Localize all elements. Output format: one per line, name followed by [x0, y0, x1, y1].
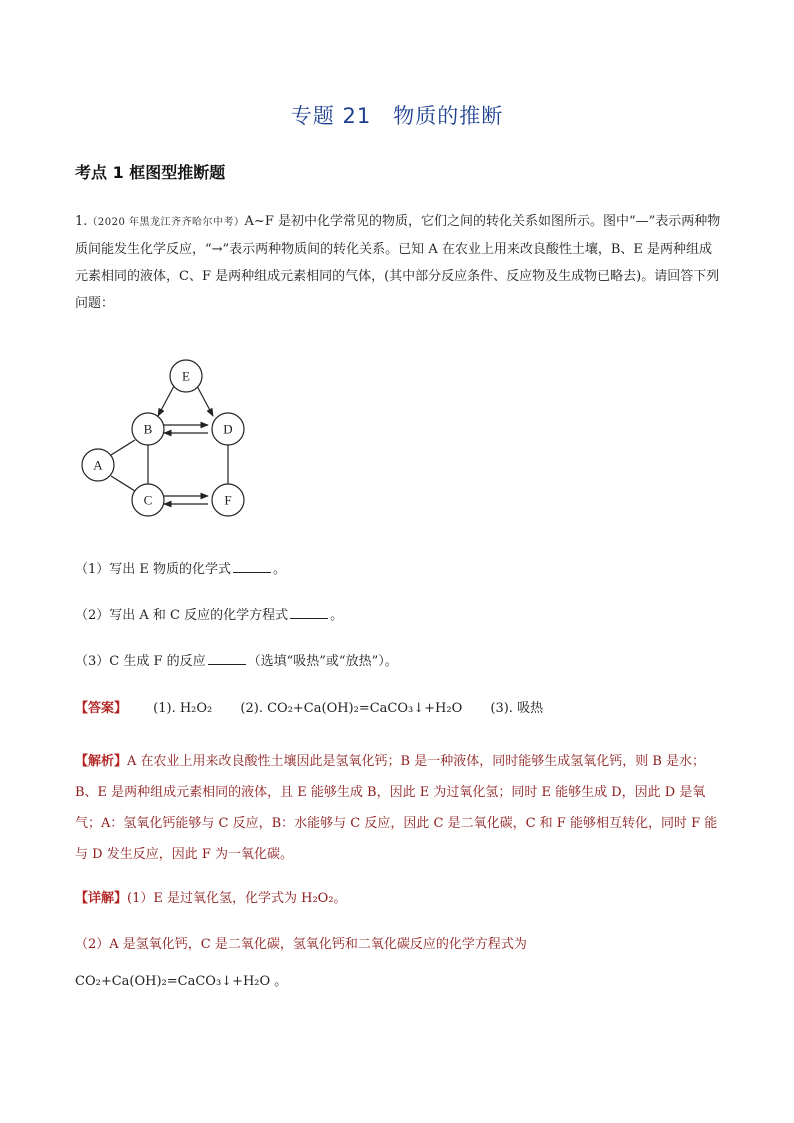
- detail-text-2: （2）A 是氢氧化钙，C 是二氧化碳，氢氧化钙和二氧化碳反应的化学方程式为: [75, 937, 527, 952]
- sub-question-1-end: 。: [273, 562, 287, 577]
- sub-question-2: [75, 604, 343, 623]
- answer-blank-1: [233, 560, 271, 573]
- answer-item-1: (1). H₂O₂: [153, 701, 213, 716]
- sub-question-2-end: 。: [330, 608, 344, 623]
- sub-question-1: [75, 558, 286, 577]
- page-title: 专题 21 物质的推断: [290, 104, 504, 128]
- detail-line-1: [75, 887, 723, 906]
- sub-question-2-text: （2）写出 A 和 C 反应的化学方程式: [75, 608, 289, 623]
- answer-section: [75, 697, 567, 716]
- question-number: 1.: [75, 214, 88, 229]
- analysis-section: [75, 746, 723, 870]
- edge-e-to-b: [158, 386, 174, 416]
- analysis-tag: 【解析】: [75, 754, 128, 769]
- question-body: [75, 208, 723, 317]
- answer-blank-2: [290, 606, 328, 619]
- relation-diagram: [78, 358, 278, 528]
- answer-item-2: (2). CO₂+Ca(OH)₂=CaCO₃↓+H₂O: [240, 701, 463, 716]
- analysis-text: A 在农业上用来改良酸性土壤因此是氢氧化钙；B 是一种液体，同时能够生成氢氧化钙，则 B 是水；B、E 是两种组成元素相同的液体，且 E 能够生成 B，因此 E 为过氧化氢；同时 E 能够生成 D，因此 D 是氧气；A：氢氧化钙能够与 C 反应，B：水能够与 C 反应，因此 C 是二氧化碳，C 和 F 能够相互转化，同时 F 能与 D 发生反应，因此 F 为一氧化碳。: [75, 754, 718, 862]
- node-d-label: D: [223, 421, 233, 437]
- detail-line-2: [75, 933, 723, 952]
- detail-line-3: [75, 970, 723, 989]
- sub-question-3: [75, 650, 398, 669]
- edge-a-c: [111, 476, 135, 491]
- question-text: A~F 是初中化学常见的物质，它们之间的转化关系如图所示。图中“—”表示两种物质间能发生化学反应，“→”表示两种物质间的转化关系。已知 A 在农业上用来改良酸性土壤，B、E 是两种组成元素相同的液体，C、F 是两种组成元素相同的气体，(其中部分反应条件、反应物及生成物已略去)。请回答下列问题：: [75, 214, 721, 311]
- node-e-label: E: [182, 368, 190, 384]
- answer-tag: 【答案】: [75, 701, 128, 716]
- edge-a-b: [111, 440, 135, 455]
- sub-question-3-end: （选填“吸热”或“放热”）。: [247, 654, 398, 669]
- node-a-label: A: [93, 457, 103, 473]
- detail-text-3: CO₂+Ca(OH)₂=CaCO₃↓+H₂O 。: [75, 974, 288, 989]
- sub-question-3-text: （3）C 生成 F 的反应: [75, 654, 206, 669]
- sub-question-1-text: （1）写出 E 物质的化学式: [75, 562, 232, 577]
- question-source: （2020 年黑龙江齐齐哈尔中考）: [87, 217, 245, 228]
- answer-blank-3: [208, 652, 246, 665]
- detail-text-1: (1）E 是过氧化氢，化学式为 H₂O₂。: [127, 891, 347, 906]
- answer-item-3: (3). 吸热: [490, 701, 544, 716]
- section-title: 考点 1 框图型推断题: [75, 163, 226, 182]
- edge-e-to-d: [197, 386, 213, 416]
- node-b-label: B: [143, 421, 153, 437]
- detail-tag: 【详解】: [75, 891, 128, 906]
- node-c-label: C: [143, 492, 153, 508]
- node-f-label: F: [224, 492, 232, 508]
